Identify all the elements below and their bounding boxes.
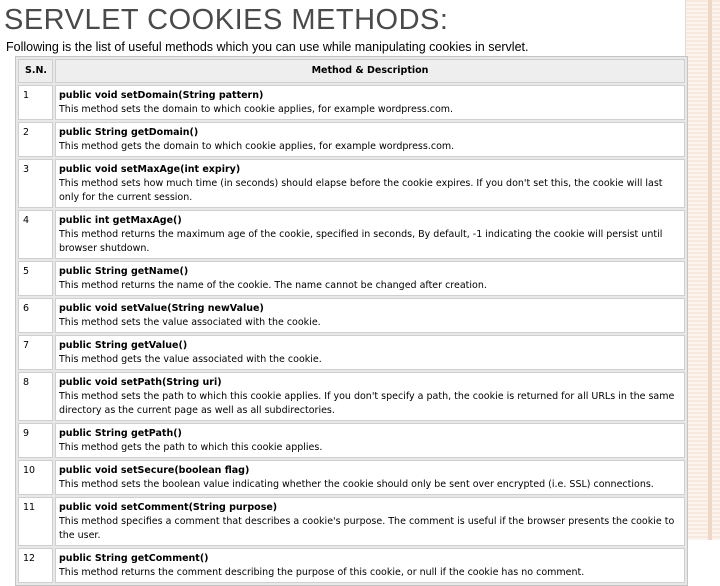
method-description: This method gets the value associated with the cookie. bbox=[59, 354, 322, 365]
table-row bbox=[18, 85, 685, 120]
method-cell bbox=[55, 372, 685, 421]
methods-table-container bbox=[15, 56, 688, 586]
row-number: 2 bbox=[18, 122, 53, 157]
table-row bbox=[18, 335, 685, 370]
method-signature: public String getDomain() bbox=[59, 127, 199, 138]
method-cell bbox=[55, 548, 685, 583]
row-number: 12 bbox=[18, 548, 53, 583]
table-row bbox=[18, 497, 685, 546]
slide-side-decoration bbox=[685, 0, 720, 540]
method-signature: public String getPath() bbox=[59, 428, 182, 439]
method-cell bbox=[55, 261, 685, 296]
method-description: This method gets the path to which this cookie applies. bbox=[59, 442, 323, 453]
method-description: This method sets the value associated with the cookie. bbox=[59, 317, 321, 328]
method-cell bbox=[55, 460, 685, 495]
table-row bbox=[18, 423, 685, 458]
method-description: This method sets the path to which this cookie applies. If you don't specify a path, the cookie is returned for all URLs in the same directory as the current page as well as all subdirectories. bbox=[59, 391, 675, 416]
table-body bbox=[18, 85, 685, 583]
row-number: 5 bbox=[18, 261, 53, 296]
method-description: This method returns the comment describing the purpose of this cookie, or null if the cookie has no comment. bbox=[59, 567, 585, 578]
methods-table bbox=[16, 57, 687, 585]
method-signature: public void setSecure(boolean flag) bbox=[59, 465, 250, 476]
row-number: 7 bbox=[18, 335, 53, 370]
method-description: This method returns the name of the cookie. The name cannot be changed after creation. bbox=[59, 280, 487, 291]
column-header-sn: S.N. bbox=[18, 59, 53, 83]
method-description: This method returns the maximum age of the cookie, specified in seconds, By default, -1 indicating the cookie will persist until browser shutdown. bbox=[59, 229, 663, 254]
row-number: 11 bbox=[18, 497, 53, 546]
method-description: This method sets the domain to which cookie applies, for example wordpress.com. bbox=[59, 104, 454, 115]
method-signature: public void setMaxAge(int expiry) bbox=[59, 164, 241, 175]
method-cell bbox=[55, 423, 685, 458]
slide-side-stripe bbox=[708, 0, 712, 540]
slide-subtitle: Following is the list of useful methods which you can use while manipulating cookies in servlet. bbox=[6, 40, 529, 54]
method-description: This method sets how much time (in seconds) should elapse before the cookie expires. If you don't set this, the cookie will last only for the current session. bbox=[59, 178, 663, 203]
method-signature: public int getMaxAge() bbox=[59, 215, 182, 226]
table-row bbox=[18, 122, 685, 157]
method-cell bbox=[55, 497, 685, 546]
table-row bbox=[18, 548, 685, 583]
method-signature: public String getComment() bbox=[59, 553, 209, 564]
table-header-row bbox=[18, 59, 685, 83]
method-description: This method sets the boolean value indicating whether the cookie should only be sent over encrypted (i.e. SSL) connections. bbox=[59, 479, 654, 490]
row-number: 3 bbox=[18, 159, 53, 208]
row-number: 4 bbox=[18, 210, 53, 259]
method-signature: public String getName() bbox=[59, 266, 189, 277]
method-signature: public void setDomain(String pattern) bbox=[59, 90, 264, 101]
row-number: 9 bbox=[18, 423, 53, 458]
method-description: This method specifies a comment that describes a cookie's purpose. The comment is useful if the browser presents the cookie to the user. bbox=[59, 516, 675, 541]
method-cell bbox=[55, 85, 685, 120]
method-signature: public void setPath(String uri) bbox=[59, 377, 222, 388]
method-description: This method gets the domain to which cookie applies, for example wordpress.com. bbox=[59, 141, 455, 152]
row-number: 10 bbox=[18, 460, 53, 495]
table-row bbox=[18, 159, 685, 208]
row-number: 8 bbox=[18, 372, 53, 421]
method-cell bbox=[55, 210, 685, 259]
method-signature: public String getValue() bbox=[59, 340, 188, 351]
table-row bbox=[18, 210, 685, 259]
table-row bbox=[18, 298, 685, 333]
table-row bbox=[18, 460, 685, 495]
method-cell bbox=[55, 335, 685, 370]
method-cell bbox=[55, 159, 685, 208]
method-cell bbox=[55, 122, 685, 157]
row-number: 1 bbox=[18, 85, 53, 120]
method-signature: public void setComment(String purpose) bbox=[59, 502, 278, 513]
row-number: 6 bbox=[18, 298, 53, 333]
column-header-method: Method & Description bbox=[55, 59, 685, 83]
method-signature: public void setValue(String newValue) bbox=[59, 303, 264, 314]
slide-title: SERVLET COOKIES METHODS: bbox=[4, 4, 449, 36]
table-row bbox=[18, 372, 685, 421]
table-row bbox=[18, 261, 685, 296]
method-cell bbox=[55, 298, 685, 333]
